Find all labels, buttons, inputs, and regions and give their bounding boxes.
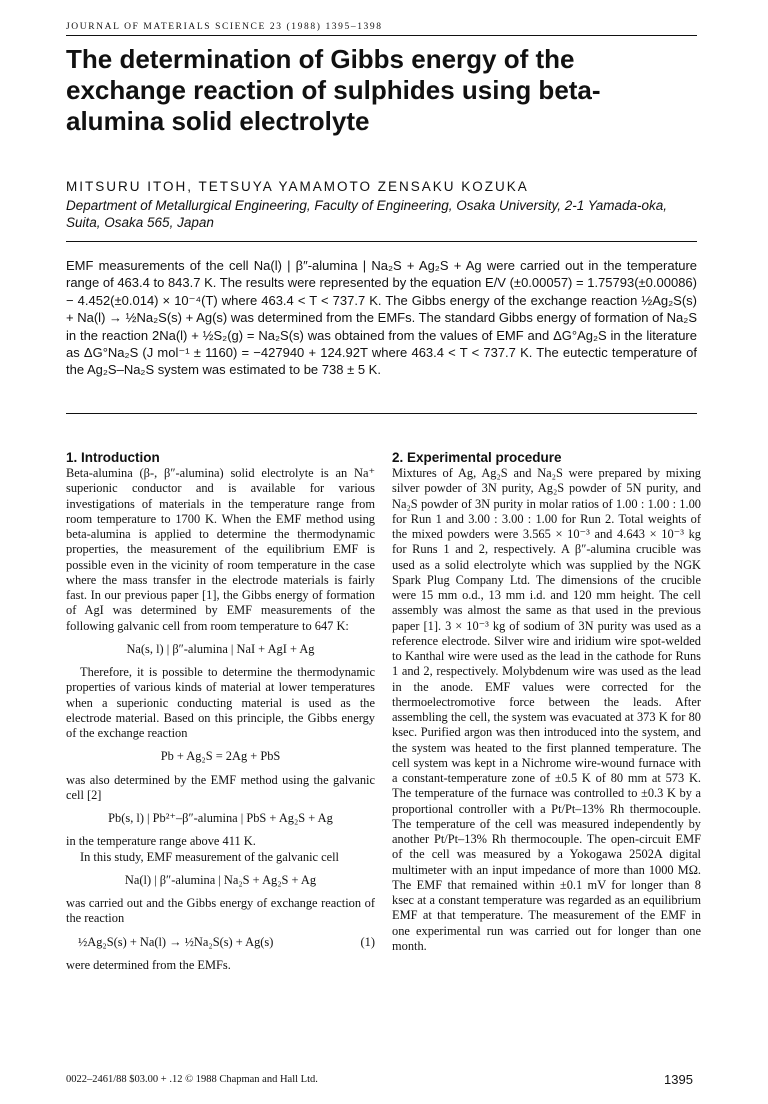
reaction-equation-1-text: ½Ag₂S(s) + Na(l) → ½Na₂S(s) + Ag(s)	[78, 934, 274, 949]
intro-paragraph-3: was also determined by the EMF method using the galvanic cell [2]	[66, 772, 375, 802]
journal-header: JOURNAL OF MATERIALS SCIENCE 23 (1988) 1395–1398	[66, 22, 697, 36]
page-number: 1395	[664, 1072, 693, 1087]
affiliation: Department of Metallurgical Engineering, Faculty of Engineering, Osaka University, 2-1 Yamada-oka, Suita, Osaka 565, Japan	[66, 198, 668, 230]
copyright-line: 0022–2461/88 $03.00 + .12 © 1988 Chapman and Hall Ltd.	[66, 1074, 318, 1085]
left-column	[66, 450, 375, 973]
intro-paragraph-4: in the temperature range above 411 K.	[66, 834, 256, 849]
intro-paragraph-7: were determined from the EMFs.	[66, 957, 231, 972]
author-list: MITSURU ITOH, TETSUYA YAMAMOTO ZENSAKU KOZUKA	[66, 179, 529, 194]
reaction-equation-2: Pb + Ag₂S = 2Ag + PbS	[160, 749, 281, 764]
introduction-heading: 1. Introduction	[66, 450, 160, 465]
intro-paragraph-2: Therefore, it is possible to determine the thermodynamic properties of various kinds of material at lower temperatures when a superionic conducting material is used as the electrode material. Based on this principle, the Gibbs energy of the exchange reaction	[66, 665, 375, 740]
abstract-top-rule	[66, 241, 697, 242]
article-title: The determination of Gibbs energy of the exchange reaction of sulphides using beta-alumina solid electrolyte	[66, 44, 601, 136]
abstract: EMF measurements of the cell Na(l) | β″-alumina | Na₂S + Ag₂S + Ag were carried out in the temperature range of 463.4 to 843.7 K. The results were represented by the equation E/V (±0.00057) = 1.75793(±0.00086) − 4.452(±0.014) × 10⁻⁴(T) where 463.4 < T < 737.7 K. The Gibbs energy of the exchange reaction ½Ag₂S(s) + Na(l) → ½Na₂S(s) + Ag(s) was determined from the EMFs. The standard Gibbs energy of formation of Na₂S in the reaction 2Na(l) + ½S₂(g) = Na₂S(s) was obtained from the values of EMF and ΔG°Ag₂S in the literature as ΔG°Na₂S (J mol⁻¹ ± 1160) = −427940 + 124.92T where 463.4 < T < 737.7 K. The eutectic temperature of the Ag₂S–Na₂S system was estimated to be 738 ± 5 K.	[66, 258, 697, 378]
abstract-bottom-rule	[66, 413, 697, 414]
equation-number: (1)	[360, 934, 375, 949]
intro-paragraph-5: In this study, EMF measurement of the galvanic cell	[80, 849, 339, 864]
cell-equation-3: Pb(s, l) | Pb²⁺–β″-alumina | PbS + Ag₂S + Ag	[108, 811, 333, 825]
cell-equation-4: Na(l) | β″-alumina | Na₂S + Ag₂S + Ag	[124, 872, 317, 887]
reaction-equation-1	[78, 935, 375, 950]
intro-paragraph-6: was carried out and the Gibbs energy of exchange reaction of the reaction	[66, 896, 375, 926]
cell-equation-1: Na(s, l) | β″-alumina | NaI + AgI + Ag	[126, 641, 315, 656]
right-column	[392, 450, 701, 954]
experimental-paragraph: Mixtures of Ag, Ag₂S and Na₂S were prepared by mixing silver powder of 3N purity, Ag₂S powder of 5N purity, and Na₂S powder of 3N purity in molar ratios of 1.00 : 1.00 : 1.00 for Run 1 and 3.00 : 3.00 : 1.00 for Run 2. Total weights of the mixed powders were 3.565 × 10⁻³ and 4.643 × 10⁻³ kg for Runs 1 and 2, respectively. A β″-alumina crucible was used as a solid electrolyte which was supplied by the NGK Spark Plug Company Ltd. The dimensions of the crucible were 15 mm o.d., 13 mm i.d. and 120 mm height. The cell assembly was almost the same as that used in the previous paper [1]. 3 × 10⁻³ kg of sodium of 3N purity was used as a reference electrode. Silver wire and iridium wire spot-welded to Kanthal wire were used as the lead in the cathode for Runs 1 and 2, respectively. Molybdenum wire was used as the lead in the anode. EMF values were corrected for the thermoelectromotive force between the leads. After assembling the cell, the system was evacuated at 373 K for 80 ksec. Purified argon was then introduced into the system, and the system was heated to the first planned temperature. The cell system was kept in a Nichrome wire-wound furnace with a constant-temperature zone of ±0.5 K of 80 mm at 573 K. The temperature of the furnace was controlled to ±0.3 K by a proportional controller with a Pt/Pt–13% Rh thermocouple. The temperature of the cell was measured independently by another Pt/Pt–13% Rh thermocouple. The open-circuit EMF of the cell was measured by a Yokogawa 2502A digital multimeter with an input impedance of more than 1000 MΩ. The EMF that remained within ±0.1 mV for longer than 8 ksec at a constant temperature was regarded as an equilibrium EMF at that temperature. The measurement of the EMF in one experimental run was carried out for longer than one month.	[392, 466, 701, 953]
intro-paragraph-1: Beta-alumina (β-, β″-alumina) solid electrolyte is an Na⁺ superionic conductor and is available for various investigations of materials in the temperature range from room temperature to 1700 K. When the EMF method using beta-alumina is applied to determine the thermodynamic properties, the measurement of the equilibrium EMF is possible even in the vicinity of room temperature in the case where the mass transfer in the electrode materials is fairly fast. In our previous paper [1], the Gibbs energy of formation of AgI was determined by EMF measurements of the following galvanic cell from room temperature to 647 K:	[66, 466, 375, 633]
experimental-heading: 2. Experimental procedure	[392, 450, 562, 465]
